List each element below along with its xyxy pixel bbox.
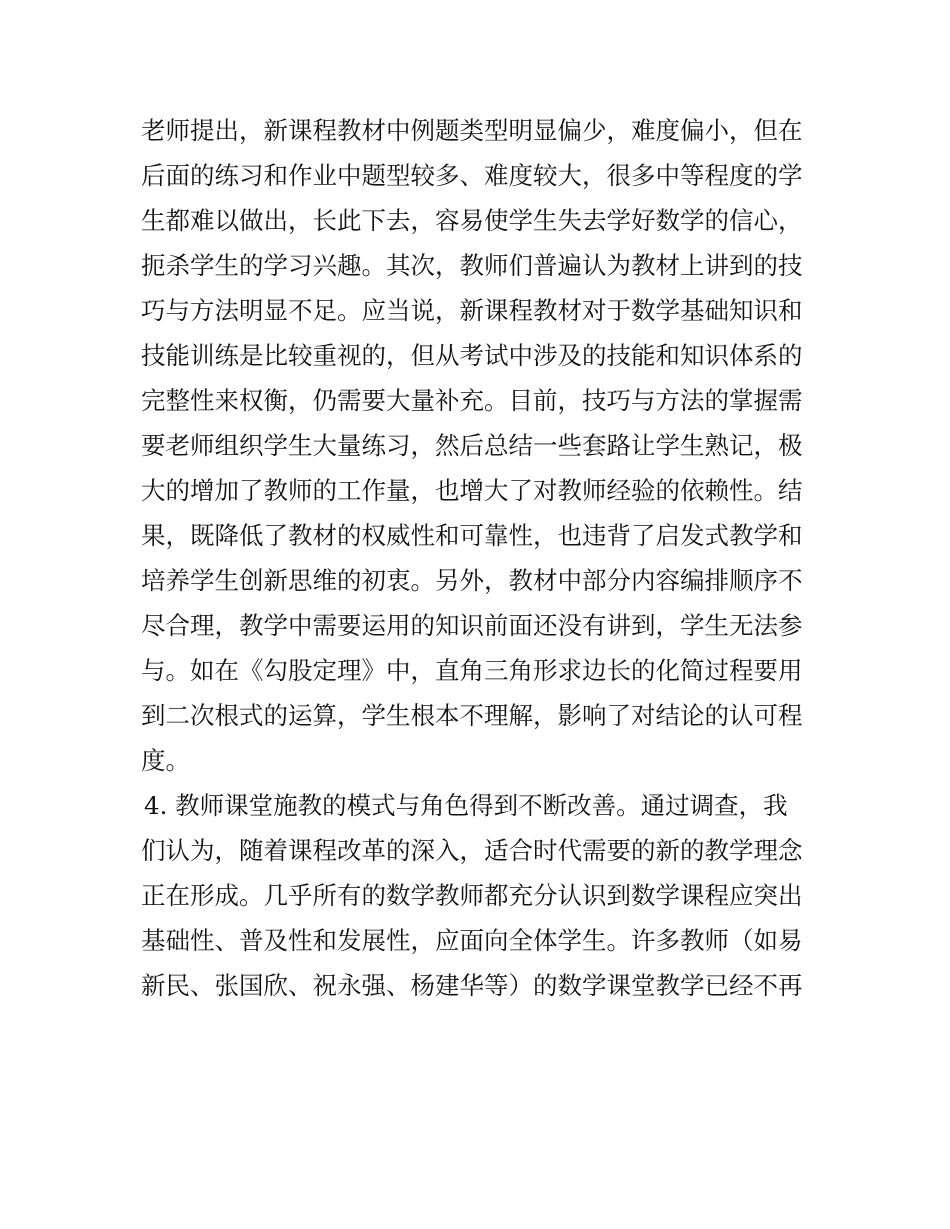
text-line: 与。如在《勾股定理》中，直角三角形求边长的化简过程要用 [141,656,803,685]
body-text [141,108,821,1008]
text-line: 完整性来权衡，仍需要大量补充。目前，技巧与方法的掌握需 [141,386,803,415]
text-line: 们认为，随着课程改革的深入，适合时代需要的新的教学理念 [141,836,803,865]
text-line: 老师提出，新课程教材中例题类型明显偏少，难度偏小，但在 [141,116,803,145]
text-line: 新民、张国欣、祝永强、杨建华等）的数学课堂教学已经不再 [141,971,803,1000]
text-line: 度。 [141,746,190,775]
text-line: 技能训练是比较重视的，但从考试中涉及的技能和知识体系的 [141,341,803,370]
text-line: 要老师组织学生大量练习，然后总结一些套路让学生熟记，极 [141,431,803,460]
text-line: 后面的练习和作业中题型较多、难度较大，很多中等程度的学 [141,161,803,190]
text-line: 果，既降低了教材的权威性和可靠性，也违背了启发式教学和 [141,521,803,550]
numbered-item-line: 4. 教师课堂施教的模式与角色得到不断改善。通过调查，我 [144,791,788,820]
text-line: 生都难以做出，长此下去，容易使学生失去学好数学的信心， [141,206,803,235]
text-line: 到二次根式的运算，学生根本不理解，影响了对结论的认可程 [141,701,803,730]
text-line: 尽合理，教学中需要运用的知识前面还没有讲到，学生无法参 [141,611,803,640]
text-line: 培养学生创新思维的初衷。另外，教材中部分内容编排顺序不 [141,566,803,595]
text-line: 扼杀学生的学习兴趣。其次，教师们普遍认为教材上讲到的技 [141,251,803,280]
text-line: 大的增加了教师的工作量，也增大了对教师经验的依赖性。结 [141,476,803,505]
text-line: 正在形成。几乎所有的数学教师都充分认识到数学课程应突出 [141,881,803,910]
text-line: 巧与方法明显不足。应当说，新课程教材对于数学基础知识和 [141,296,803,325]
text-line: 基础性、普及性和发展性，应面向全体学生。许多教师（如易 [141,926,803,955]
